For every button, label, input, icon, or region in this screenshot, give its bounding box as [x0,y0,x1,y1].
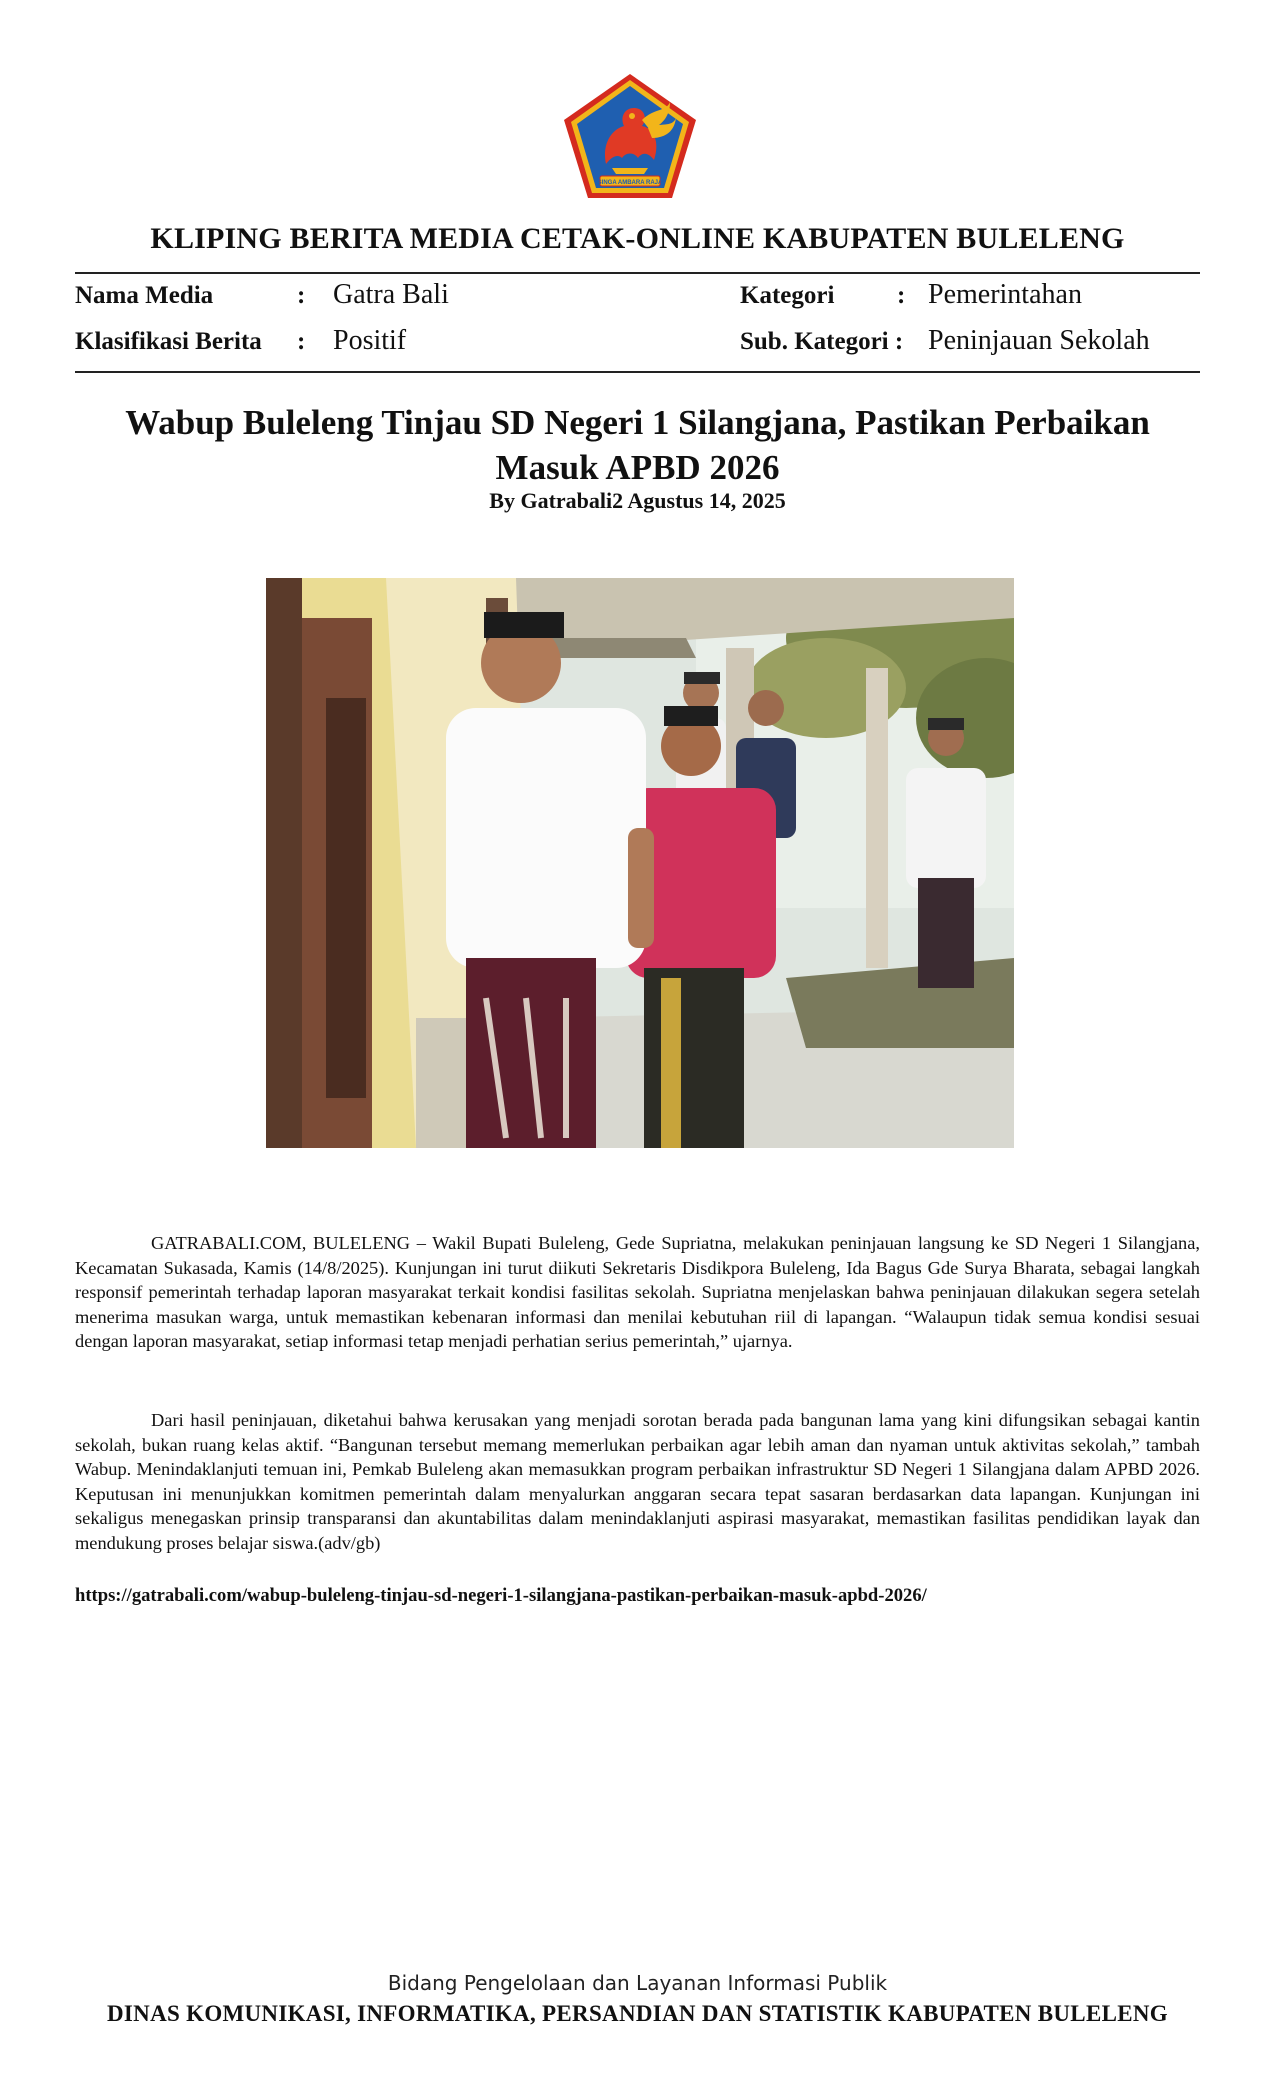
article-source-link[interactable]: https://gatrabali.com/wabup-buleleng-tinjau-sd-negeri-1-silangjana-pastikan-perbaikan-masuk-apbd-2026/ [75,1585,927,1606]
meta-nama-media-sep: : [297,282,306,309]
meta-nama-media-value: Gatra Bali [333,279,449,310]
meta-nama-media-label: Nama Media [75,282,214,309]
footer-division: Bidang Pengelolaan dan Layanan Informasi Publik [387,1971,888,1995]
article-paragraph-2: Dari hasil peninjauan, diketahui bahwa kerusakan yang menjadi sorotan berada pada bangunan lama yang kini difungsikan sebagai kantin sekolah, bukan ruang kelas aktif. “Bangunan tersebut memang memerlukan perbaikan agar lebih aman dan nyaman untuk aktivitas sekolah,” tambah Wabup. Menindaklanjuti temuan ini, Pemkab Buleleng akan memasukkan program perbaikan infrastruktur SD Negeri 1 Silangjana dalam APBD 2026. Keputusan ini menunjukkan komitmen pemerintah dalam menyalurkan anggaran secara tepat sasaran berdasarkan data lapangan. Kunjungan ini sekaligus menegaskan prinsip transparansi dan akuntabilitas dalam menindaklanjuti aspirasi masyarakat, memastikan fasilitas pendidikan layak dan mendukung proses belajar siswa.(adv/gb) [75,1410,1200,1553]
header-bottom-rule [75,371,1200,373]
kabupaten-buleleng-logo [562,72,698,202]
svg-text:SINGA AMBARA RAJA: SINGA AMBARA RAJA [597,180,663,186]
footer-agency: DINAS KOMUNIKASI, INFORMATIKA, PERSANDIAN DAN STATISTIK KABUPATEN BULELENG [107,2001,1168,2026]
header-top-rule [75,272,1200,274]
article-paragraph-1: GATRABALI.COM, BULELENG – Wakil Bupati Buleleng, Gede Supriatna, melakukan peninjauan langsung ke SD Negeri 1 Silangjana, Kecamatan Sukasada, Kamis (14/8/2025). Kunjungan ini turut diikuti Sekretaris Disdikpora Buleleng, Ida Bagus Gde Surya Bharata, sebagai langkah responsif pemerintah terhadap laporan masyarakat terkait kondisi fasilitas sekolah. Supriatna menjelaskan bahwa peninjauan dilakukan segera setelah menerima masukan warga, untuk memastikan kebenaran informasi dan menilai kebutuhan riil di lapangan. “Walaupun tidak semua kondisi sesuai dengan laporan masyarakat, setiap informasi tetap menjadi perhatian serius pemerintah,” ujarnya. [75,1233,1200,1352]
meta-kategori-value: Pemerintahan [928,279,1082,310]
meta-kategori-sep: : [897,282,906,309]
meta-klasifikasi-label: Klasifikasi Berita [75,328,262,355]
meta-klasifikasi-sep: : [297,328,306,355]
article-title: Wabup Buleleng Tinjau SD Negeri 1 Silangjana, Pastikan Perbaikan Masuk APBD 2026 [125,403,1150,487]
document-heading: KLIPING BERITA MEDIA CETAK-ONLINE KABUPATEN BULELENG [150,222,1125,255]
meta-klasifikasi-value: Positif [333,325,407,356]
meta-kategori-label: Kategori [740,282,835,309]
meta-sub-kategori-value: Peninjauan Sekolah [928,325,1150,356]
meta-sub-kategori-label: Sub. Kategori : [740,328,904,355]
article-photo [266,578,1014,1148]
article-byline: By Gatrabali2 Agustus 14, 2025 [489,488,786,513]
